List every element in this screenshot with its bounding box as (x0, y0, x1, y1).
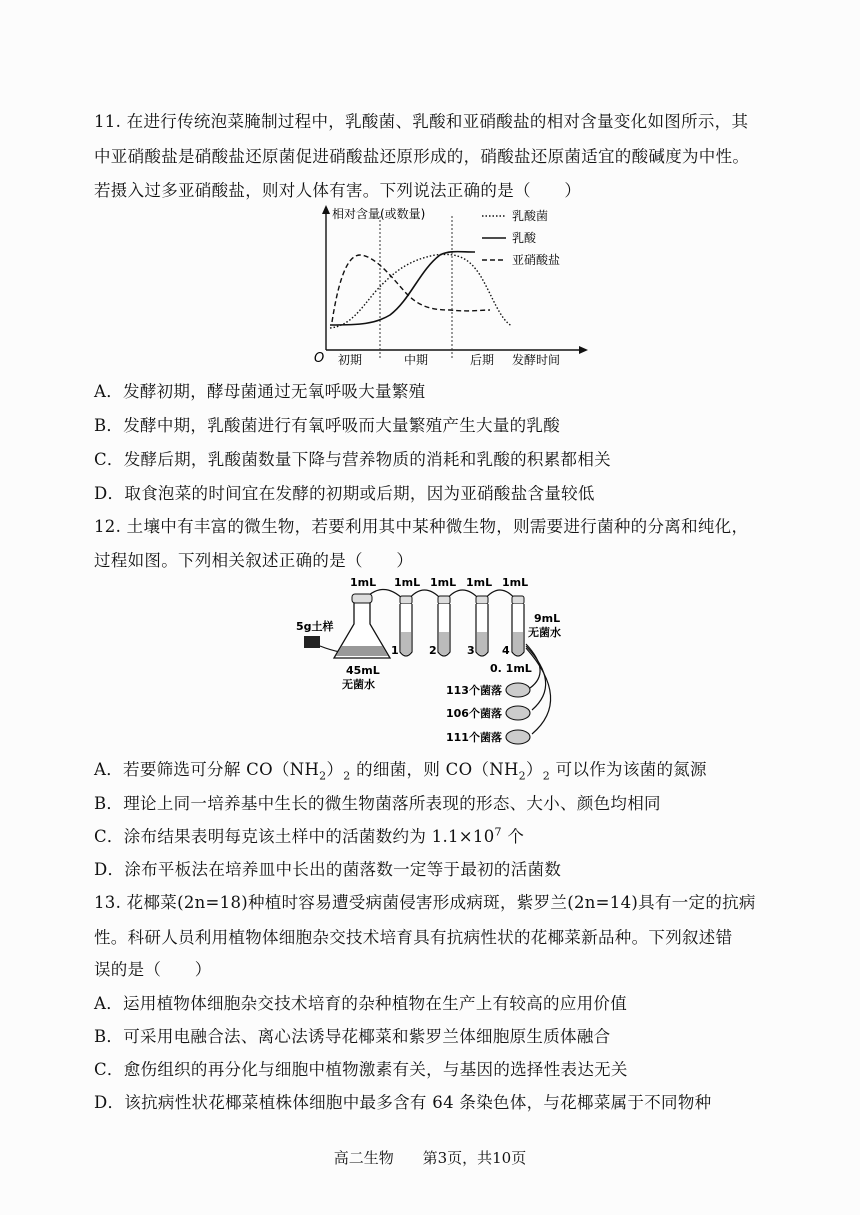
x-axis-arrow (579, 346, 588, 354)
q11-option-d: D．取食泡菜的时间宜在发酵的初期或后期，因为亚硝酸盐含量较低 (94, 484, 595, 503)
petri-dish-2 (506, 706, 530, 720)
page-footer (0, 1147, 860, 1168)
q11-line3: 若摄入过多亚硝酸盐，则对人体有害。下列说法正确的是（ ） (94, 181, 582, 200)
flask-volume-label: 45mL (346, 664, 380, 677)
q13-option-d: D．该抗病性状花椰菜植株体细胞中最多含有 64 条染色体，与花椰菜属于不同物种 (94, 1093, 712, 1112)
spread-volume-label: 0. 1mL (490, 662, 532, 675)
q12-option-b: B．理论上同一培养基中生长的微生物菌落所表现的形态、大小、颜色均相同 (94, 794, 661, 813)
test-tube-3 (476, 596, 488, 656)
y-axis-label: 相对含量(或数量) (332, 207, 426, 221)
curve-lactic-bacteria (330, 254, 512, 328)
fermentation-chart (300, 200, 590, 370)
phase-label-middle: 中期 (404, 353, 429, 367)
q13-line3: 误的是（ ） (94, 960, 212, 979)
sample-arrow (320, 646, 340, 652)
test-tube-4 (512, 596, 524, 656)
transfer-label-5: 1mL (502, 576, 529, 589)
serial-dilution-diagram (290, 572, 590, 750)
q11-option-c: C．发酵后期，乳酸菌数量下降与营养物质的消耗和乳酸的积累都相关 (94, 450, 611, 469)
tube-number-4: 4 (502, 644, 510, 657)
transfer-arc-3 (446, 590, 480, 600)
tube-water-label: 无菌水 (528, 626, 561, 639)
q12-option-c: C．涂布结果表明每克该土样中的活菌数约为 $1.1\times 10^7$ 个 (94, 825, 525, 846)
y-axis-arrow (322, 205, 330, 214)
colony-count-2: 106个菌落 (446, 707, 502, 720)
transfer-label-1: 1mL (350, 576, 377, 589)
footer-page-number: 第3页，共10页 (422, 1149, 527, 1167)
q11-option-a: A．发酵初期，酵母菌通过无氧呼吸大量繁殖 (94, 382, 426, 401)
test-tube-1 (400, 596, 412, 656)
colony-count-3: 111个菌落 (446, 731, 502, 744)
petri-dish-1 (506, 683, 530, 697)
legend-label-nitrite: 亚硝酸盐 (512, 253, 561, 267)
phase-label-early: 初期 (338, 353, 363, 367)
tube-volume-label: 9mL (534, 612, 561, 625)
q13-line2: 性。科研人员利用植物体细胞杂交技术培育具有抗病性状的花椰菜新品种。下列叙述错 (94, 928, 733, 947)
q12-line1: 12. 土壤中有丰富的微生物，若要利用其中某种微生物，则需要进行菌种的分离和纯化， (94, 517, 749, 536)
tube-number-2: 2 (429, 644, 437, 657)
q11-option-b: B．发酵中期，乳酸菌进行有氧呼吸而大量繁殖产生大量的乳酸 (94, 416, 561, 435)
q11-line2: 中亚硝酸盐是硝酸盐还原菌促进硝酸盐还原形成的，硝酸盐还原菌适宜的酸碱度为中性。 (94, 147, 750, 166)
transfer-label-3: 1mL (430, 576, 457, 589)
transfer-label-2: 1mL (394, 576, 421, 589)
footer-subject: 高二生物 (333, 1149, 394, 1167)
flask-water (336, 646, 388, 656)
flask-stopper (352, 594, 372, 603)
q13-line1: 13. 花椰菜(2n=18)种植时容易遭受病菌侵害形成病斑，紫罗兰(2n=14)具有一定的抗病 (94, 893, 756, 912)
x-axis-label: 发酵时间 (512, 353, 561, 367)
petri-dish-3 (506, 730, 530, 744)
legend-label-acid: 乳酸 (512, 231, 537, 245)
q13-option-a: A．运用植物体细胞杂交技术培育的杂种植物在生产上有较高的应用价值 (94, 994, 628, 1013)
flask-water-label: 无菌水 (342, 678, 375, 691)
q12-option-a: A．若要筛选可分解 $CO(NH_2)_2$ 的细菌，则 $CO(NH_2)_2$ 可以作为该菌的氮源 (94, 760, 707, 783)
q12-line2: 过程如图。下列相关叙述正确的是（ ） (94, 551, 414, 570)
transfer-arc-4 (484, 590, 516, 600)
origin-label: O (314, 351, 325, 366)
tube-number-1: 1 (391, 644, 399, 657)
q11-line1: 11. 在进行传统泡菜腌制过程中，乳酸菌、乳酸和亚硝酸盐的相对含量变化如图所示，其 (94, 112, 749, 131)
phase-label-late: 后期 (470, 353, 495, 367)
plate-arrow-2 (526, 646, 546, 710)
q13-option-c: C．愈伤组织的再分化与细胞中植物激素有关，与基因的选择性表达无关 (94, 1060, 628, 1079)
curve-nitrite (332, 255, 490, 322)
soil-sample-label: 5g土样 (296, 620, 334, 633)
q12-option-d: D．涂布平板法在培养皿中长出的菌落数一定等于最初的活菌数 (94, 860, 562, 879)
tube-number-3: 3 (467, 644, 475, 657)
test-tube-2 (438, 596, 450, 656)
transfer-arc-2 (408, 590, 442, 600)
transfer-label-4: 1mL (466, 576, 493, 589)
soil-sample-icon (304, 636, 320, 648)
q13-option-b: B．可采用电融合法、离心法诱导花椰菜和紫罗兰体细胞原生质体融合 (94, 1027, 611, 1046)
colony-count-1: 113个菌落 (446, 684, 502, 697)
legend-label-bacteria: 乳酸菌 (512, 209, 549, 223)
